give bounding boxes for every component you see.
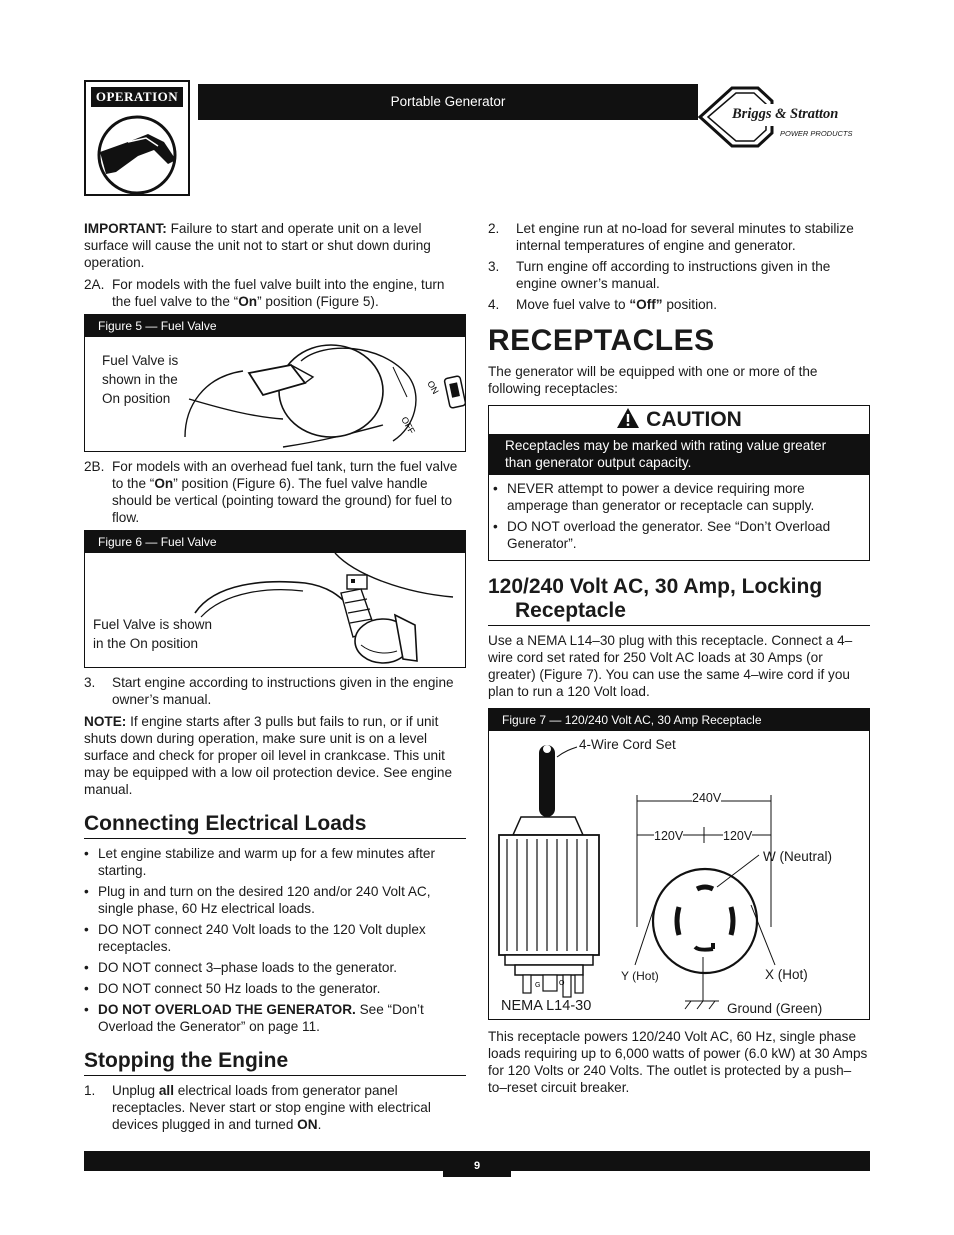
step-text: Move fuel valve to “Off” position. (516, 297, 717, 312)
label-y-hot: Y (Hot) (621, 969, 659, 983)
stop-step-1 (84, 1082, 466, 1133)
prong-label-g: G (535, 982, 541, 989)
header-title-bar (198, 84, 698, 120)
warning-triangle-icon (616, 407, 640, 429)
step-number: 2A. (84, 277, 105, 292)
operation-badge (84, 80, 190, 196)
prong-label-o: O (559, 980, 565, 987)
figure-5 (84, 314, 466, 452)
receptacle-closing-text: This receptacle powers 120/240 Volt AC, 60 Hz, single phase loads requiring up to 6,000 watts of power (6.0 kW) at 30 Amps for 120 Volts or 240 Volts. The outlet is protected by a push–to–reset circuit breaker. (488, 1029, 868, 1095)
step-number: 1. (84, 1083, 96, 1098)
step-text: Turn engine off according to instructions given in the engine owner’s manual. (516, 259, 831, 291)
page-number: 9 (443, 1151, 511, 1177)
label-120v-left: 120V (654, 827, 683, 846)
operation-badge-label: OPERATION (90, 86, 184, 108)
caution-list (493, 480, 859, 552)
label-ground: Ground (Green) (727, 1001, 823, 1016)
step-number: 4. (488, 297, 500, 312)
label-120v-right: 120V (723, 827, 752, 846)
fig5-on-label: ON (425, 379, 441, 396)
left-column (84, 220, 466, 1137)
list-item: • Plug in and turn on the desired 120 and/or 240 Volt AC, single phase, 60 Hz electrical loads. (84, 883, 466, 917)
step-text: Start engine according to instructions given in the engine owner’s manual. (112, 675, 454, 707)
important-text: Failure to start and operate unit on a level surface will cause the unit not to start or shut down during operation. (84, 221, 431, 270)
briggs-stratton-logo (698, 80, 870, 154)
caution-box (488, 405, 870, 561)
connecting-loads-heading: Connecting Electrical Loads (84, 812, 466, 839)
step-number: 3. (84, 675, 96, 690)
overhead-fuel-valve-illustration (185, 553, 465, 667)
brand-subtitle: POWER PRODUCTS (780, 129, 853, 138)
step-2b (84, 458, 466, 526)
figure-title: Figure 5 — Fuel Valve (85, 315, 465, 337)
stop-step-2 (488, 220, 870, 254)
brand-name: Briggs & Stratton (732, 106, 839, 122)
label-nema: NEMA L14-30 (501, 998, 592, 1014)
receptacle-diagram (489, 731, 869, 1019)
note-label: NOTE: (84, 714, 127, 729)
list-item: • DO NOT OVERLOAD THE GENERATOR. See “Don’t Overload the Generator” on page 11. (84, 1001, 466, 1035)
right-column (488, 220, 870, 1101)
list-item: • DO NOT connect 240 Volt loads to the 120 Volt duplex receptacles. (84, 921, 466, 955)
figure-title: Figure 6 — Fuel Valve (85, 531, 465, 553)
step-text: Unplug all electrical loads from generator panel receptacles. Never start or stop engine with electrical devices plugged in and turned ON. (112, 1083, 431, 1132)
important-paragraph (84, 220, 466, 271)
stop-step-4 (488, 296, 870, 313)
label-neutral: W (Neutral) (763, 849, 833, 864)
list-item: • DO NOT connect 50 Hz loads to the generator. (84, 980, 466, 997)
fuel-valve-illustration (183, 337, 465, 451)
step-number: 2B. (84, 459, 105, 474)
receptacles-intro: The generator will be equipped with one or more of the following receptacles: (488, 364, 818, 396)
stopping-engine-heading: Stopping the Engine (84, 1049, 466, 1076)
step-number: 2. (488, 221, 500, 236)
caution-band: Receptacles may be marked with rating value greater than generator output capacity. (489, 434, 869, 475)
caution-title: CAUTION (646, 408, 742, 431)
step-3 (84, 674, 466, 708)
locking-receptacle-text: Use a NEMA L14–30 plug with this receptacle. Connect a 4–wire cord set rated for 250 Volt AC loads at 30 Amps (or greater) (Figure 7). You can use the same 4–wire cord if you plan to run a 120 Volt load. (488, 633, 853, 699)
figure-caption: Fuel Valve is shown in the On position (102, 353, 179, 406)
figure-6 (84, 530, 466, 668)
note-paragraph (84, 713, 466, 798)
header-title: Portable Generator (390, 94, 506, 109)
stop-step-3 (488, 258, 870, 292)
note-text: If engine starts after 3 pulls but fails to run, or if unit shuts down during operation, make sure unit is on a level surface and check for proper oil level in crankcase. This unit may be equipped with a low oil protection device. See engine manual. (84, 714, 453, 797)
list-item: • DO NOT connect 3–phase loads to the generator. (84, 959, 466, 976)
step-number: 3. (488, 259, 500, 274)
step-text: For models with an overhead fuel tank, turn the fuel valve to the “On” position (Figure 6). The fuel valve handle should be vertical (pointing toward the ground) for fuel to flow. (112, 459, 458, 525)
caution-header (489, 406, 869, 434)
locking-receptacle-heading: 120/240 Volt AC, 30 Amp, Locking Receptacle (488, 575, 870, 626)
step-2a (84, 276, 466, 310)
important-label: IMPORTANT: (84, 221, 167, 236)
figure-title: Figure 7 — 120/240 Volt AC, 30 Amp Receptacle (489, 709, 869, 731)
label-x-hot: X (Hot) (765, 967, 808, 982)
operation-hand-icon (88, 112, 186, 194)
connecting-loads-list (84, 845, 466, 1035)
list-item: • Let engine stabilize and warm up for a few minutes after starting. (84, 845, 466, 879)
figure-caption: Fuel Valve is shown in the On position (93, 617, 213, 651)
list-item: • NEVER attempt to power a device requiring more amperage than generator or receptacle can supply. (493, 480, 859, 514)
figure-7 (488, 708, 870, 1020)
list-item: • DO NOT overload the generator. See “Don’t Overload Generator”. (493, 518, 859, 552)
cord-set-label: 4-Wire Cord Set (579, 737, 676, 752)
label-240v: 240V (692, 789, 721, 808)
fig5-off-label: OFF (399, 415, 417, 436)
step-text: Let engine run at no-load for several minutes to stabilize internal temperatures of engine and generator. (516, 221, 854, 253)
step-text: For models with the fuel valve built into the engine, turn the fuel valve to the “On” position (Figure 5). (112, 277, 445, 309)
receptacles-heading: RECEPTACLES (488, 324, 715, 357)
